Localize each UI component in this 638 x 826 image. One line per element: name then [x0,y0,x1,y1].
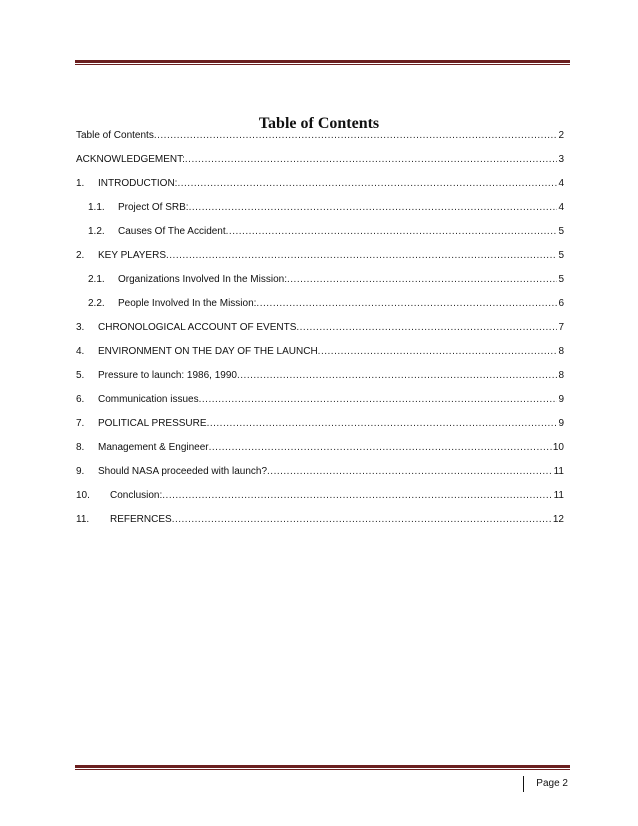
toc-entry[interactable] [76,174,564,190]
toc-entry[interactable] [76,438,564,454]
toc-dot-leader [267,466,553,478]
toc-entry[interactable] [76,270,564,286]
toc-entry-title: Should NASA proceeded with launch? [98,466,268,477]
header-rule [75,60,570,65]
toc-entry-page: 8 [558,370,564,381]
toc-entry-page: 4 [558,178,564,189]
toc-entry-page: 5 [558,274,564,285]
toc-entry-page: 11 [553,490,564,501]
toc-entry-page: 6 [558,298,564,309]
toc-entry-number: 6. [76,394,85,405]
toc-entry-number: 11. [76,514,90,525]
toc-entry[interactable] [76,486,564,502]
toc-entry[interactable] [76,198,564,214]
toc-entry-number: 7. [76,418,85,429]
toc-dot-leader [177,178,557,190]
toc-entry-number: 5. [76,370,85,381]
toc-dot-leader [172,514,552,526]
toc-entry-page: 3 [558,154,564,165]
toc-entry[interactable] [76,366,564,382]
toc-dot-leader [199,394,558,406]
toc-dot-leader [237,370,557,382]
toc-entry-page: 10 [552,442,564,453]
toc-entry[interactable] [76,126,564,142]
page-number: Page 2 [523,776,568,792]
toc-entry-title: Management & Engineer [98,442,209,453]
toc-dot-leader [154,130,558,142]
toc-entry-title: Project Of SRB: [118,202,189,213]
toc-entry-title: REFERNCES [110,514,172,525]
toc-entry-title: Conclusion: [110,490,163,501]
toc-entry-page: 8 [558,346,564,357]
toc-entry-number: 2. [76,250,85,261]
toc-entry-page: 9 [558,418,564,429]
toc-entry-page: 9 [558,394,564,405]
toc-entry-title: Communication issues [98,394,199,405]
toc-entry-title: KEY PLAYERS [98,250,166,261]
toc-entry-number: 1.1. [88,202,105,213]
toc-entry-title: Table of Contents [76,130,154,141]
toc-dot-leader [189,202,558,214]
toc-entry-number: 3. [76,322,85,333]
toc-entry-page: 5 [558,250,564,261]
toc-dot-leader [296,322,557,334]
toc-dot-leader [209,442,552,454]
toc-entry-title: Pressure to launch: 1986, 1990 [98,370,237,381]
toc-entry[interactable] [76,390,564,406]
toc-entry[interactable] [76,318,564,334]
toc-dot-leader [166,250,557,262]
toc-entry-page: 2 [558,130,564,141]
toc-entry-number: 1. [76,178,85,189]
toc-entry-number: 2.2. [88,298,105,309]
toc-entry[interactable] [76,414,564,430]
toc-dot-leader [207,418,558,430]
toc-entry[interactable] [76,222,564,238]
toc-entry-number: 9. [76,466,85,477]
toc-entry[interactable] [76,510,564,526]
toc-entry-title: Causes Of The Accident [118,226,226,237]
toc-entry-title: Organizations Involved In the Mission: [118,274,287,285]
toc-dot-leader [162,490,552,502]
toc-entry-page: 5 [558,226,564,237]
footer-rule [75,765,570,770]
toc-heading: Table of Contents [258,115,380,132]
toc-entry-number: 8. [76,442,85,453]
toc-entry-number: 2.1. [88,274,105,285]
toc-dot-leader [318,346,558,358]
toc-entry-title: POLITICAL PRESSURE [98,418,207,429]
toc-entry-page: 11 [553,466,564,477]
toc-entry-title: INTRODUCTION: [98,178,178,189]
toc-dot-leader [256,298,557,310]
toc-entry-number: 1.2. [88,226,105,237]
toc-entry-title: ACKNOWLEDGEMENT: [76,154,185,165]
toc-entry-page: 4 [558,202,564,213]
toc-entry[interactable] [76,150,564,166]
toc-dot-leader [185,154,558,166]
toc-entry-page: 7 [558,322,564,333]
toc-entry[interactable] [76,246,564,262]
toc-entry-title: CHRONOLOGICAL ACCOUNT OF EVENTS [98,322,297,333]
toc-entry-title: People Involved In the Mission: [118,298,257,309]
toc-dot-leader [287,274,557,286]
toc-entry-page: 12 [552,514,564,525]
toc-entry[interactable] [76,294,564,310]
toc-entry[interactable] [76,342,564,358]
toc-dot-leader [226,226,558,238]
toc-entry[interactable] [76,462,564,478]
toc-entry-number: 4. [76,346,85,357]
toc-entry-number: 10. [76,490,90,501]
toc-entry-title: ENVIRONMENT ON THE DAY OF THE LAUNCH [98,346,318,357]
